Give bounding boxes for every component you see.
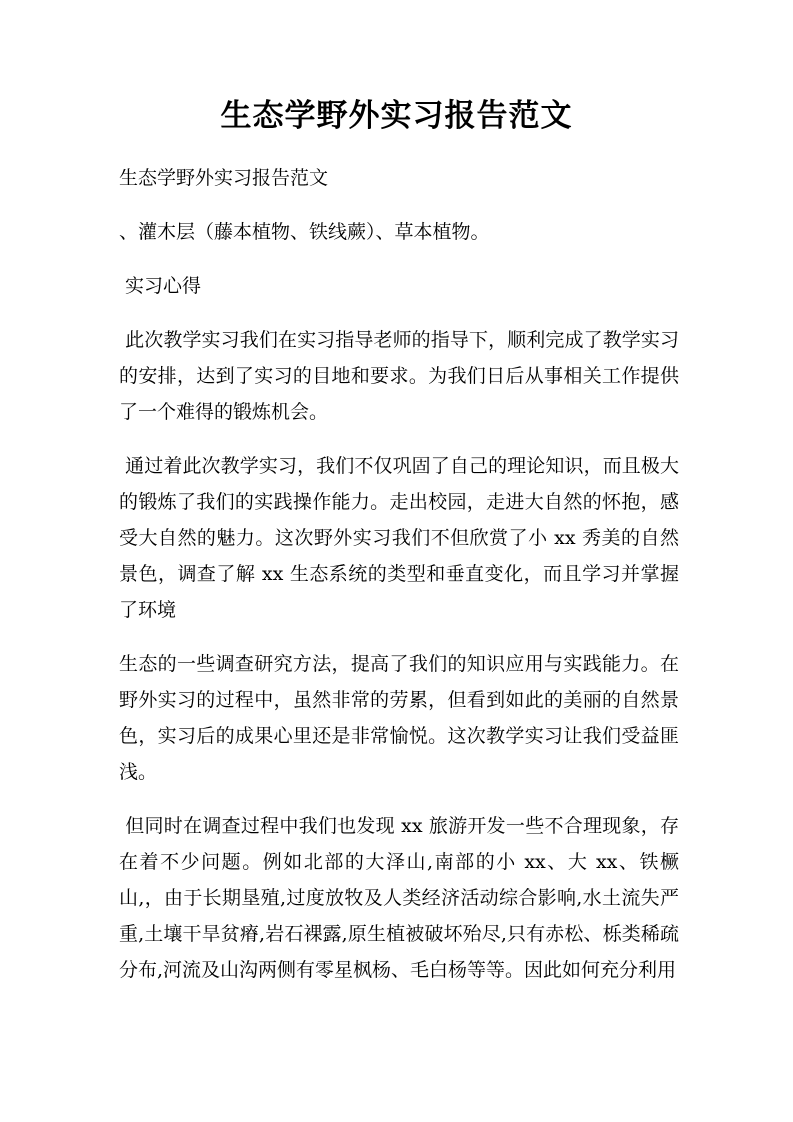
paragraph-plant-layers: 、灌木层（藤本植物、铁线蕨）、草本植物。 bbox=[119, 221, 490, 243]
paragraph-experience: 通过着此次教学实习，我们不仅巩固了自己的理论知识，而且极大的锻炼了我们的实践操作能力。走出校园，走进大自然的怀抱，感受大自然的魅力。这次野外实习我们不但欣赏了小 xx 秀美的自然景色，调查了解 xx 生态系统的类型和垂直变化，而且学习并掌握了环境 bbox=[119, 455, 679, 621]
document-title: 生态学野外实习报告范文 bbox=[220, 98, 573, 134]
document-body bbox=[119, 160, 679, 1006]
paragraph-section-title: 实习心得 bbox=[119, 275, 202, 297]
paragraph-problems: 但同时在调查过程中我们也发现 xx 旅游开发一些不合理现象，存在着不少问题。例如北部的大泽山,南部的小 xx、大 xx、铁橛山,，由于长期垦殖,过度放牧及人类经济活动综合影响,水土流失严重,土壤干旱贫瘠,岩石裸露,原生植被破坏殆尽,只有赤松、栎类稀疏分布,河流及山沟两侧有零星枫杨、毛白杨等等。因此如何充分利用 bbox=[119, 815, 679, 981]
paragraph-heading: 生态学野外实习报告范文 bbox=[119, 167, 329, 189]
paragraph-intro: 此次教学实习我们在实习指导老师的指导下，顺利完成了教学实习的安排，达到了实习的目地和要求。为我们日后从事相关工作提供了一个难得的锻炼机会。 bbox=[119, 329, 679, 423]
paragraph-results: 生态的一些调查研究方法，提高了我们的知识应用与实践能力。在野外实习的过程中，虽然非常的劳累，但看到如此的美丽的自然景色，实习后的成果心里还是非常愉悦。这次教学实习让我们受益匪浅。 bbox=[119, 653, 679, 783]
